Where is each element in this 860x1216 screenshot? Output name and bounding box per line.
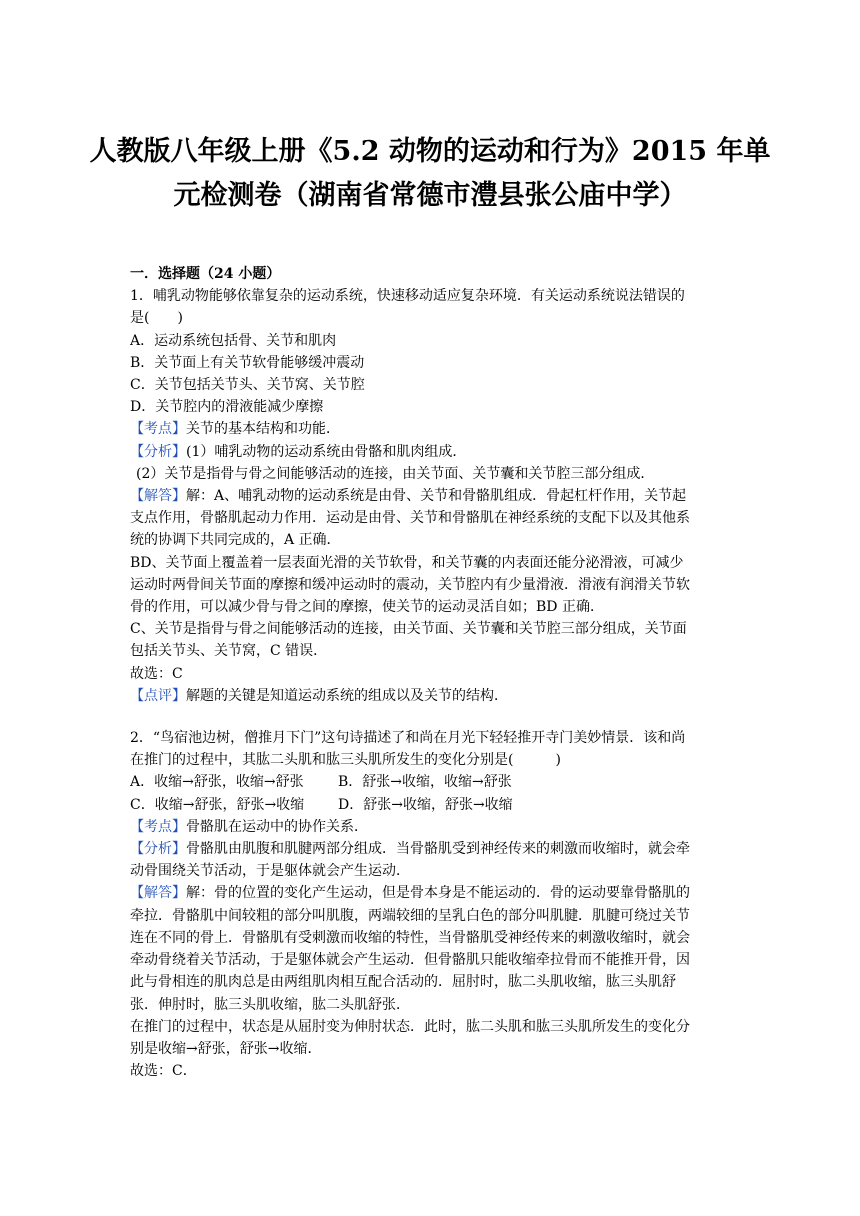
option-c: C．关节包括关节头、关节窝、关节腔 [130, 377, 365, 394]
fenxi-row [130, 838, 736, 860]
dianping-row [130, 685, 736, 707]
option-b: B．舒张→收缩，收缩→舒张 [338, 774, 512, 791]
option-a: A．运动系统包括骨、关节和肌肉 [130, 332, 337, 349]
jieda-line: 支点作用，骨骼肌起动力作用．运动是由骨、关节和骨骼肌在神经系统的支配下以及其他系 [130, 510, 690, 527]
option-a: A．收缩→舒张，收缩→舒张 [130, 774, 304, 791]
question-1 [130, 285, 736, 707]
jieda-line: 包括关节头、关节窝，C 错误． [130, 643, 328, 660]
section-heading: 一．选择题（24 小题） [130, 266, 281, 282]
jieda-line: 牵拉．骨骼肌中间较粗的部分叫肌腹，两端较细的呈乳白色的部分叫肌腱．肌腱可绕过关节 [130, 907, 690, 924]
kaodian-row [130, 418, 736, 440]
jieda-text: 解：骨的位置的变化产生运动，但是骨本身是不能运动的．骨的运动要靠骨骼肌的 [186, 885, 690, 902]
fenxi-tag: 【分析】 [130, 443, 186, 460]
question-gap [130, 707, 736, 727]
option-row [130, 771, 736, 793]
answer-line: 故选：C [130, 665, 183, 682]
title-line-1: 人教版八年级上册《5.2 动物的运动和行为》2015 年单 [89, 136, 771, 167]
jieda-line: 牵动骨绕着关节活动，于是躯体就会产生运动．但骨骼肌只能收缩牵拉骨而不能推开骨，因 [130, 952, 690, 969]
jieda-row [130, 882, 736, 904]
jieda-line: 骨的作用，可以减少骨与骨之间的摩擦，使关节的运动灵活自如；BD 正确． [130, 599, 604, 616]
dianping-text: 解题的关键是知道运动系统的组成以及关节的结构． [186, 687, 508, 704]
jieda-line: 此与骨相连的肌肉总是由两组肌肉相互配合活动的．屈肘时，肱二头肌收缩，肱三头肌舒 [130, 974, 676, 991]
jieda-line: 别是收缩→舒张，舒张→收缩． [130, 1040, 322, 1057]
jieda-line: 张．伸肘时，肱三头肌收缩，肱二头肌舒张． [130, 996, 410, 1013]
answer-line: 故选：C． [130, 1063, 197, 1080]
option-d: D．舒张→收缩，舒张→收缩 [338, 796, 513, 813]
question-stem-line: 是( ) [130, 310, 183, 327]
kaodian-text: 关节的基本结构和功能． [186, 421, 340, 438]
jieda-line: BD、关节面上覆盖着一层表面光滑的关节软骨，和关节囊的内表面还能分泌滑液，可减少 [130, 554, 684, 571]
jieda-line: 在推门的过程中，状态是从屈肘变为伸肘状态．此时，肱二头肌和肱三头肌所发生的变化分 [130, 1018, 690, 1035]
kaodian-tag: 【考点】 [130, 818, 186, 835]
jieda-line: C、关节是指骨与骨之间能够活动的连接，由关节面、关节囊和关节腔三部分组成，关节面 [130, 621, 687, 638]
document-body [130, 263, 736, 1082]
document-title [60, 130, 800, 218]
question-stem-line: 2．“鸟宿池边树，僧推月下门”这句诗描述了和尚在月光下轻轻推开寺门美妙情景．该和尚 [130, 730, 686, 747]
jieda-line: 连在不同的骨上．骨骼肌有受刺激而收缩的特性，当骨骼肌受神经传来的刺激收缩时，就会 [130, 929, 690, 946]
fenxi-row [130, 441, 736, 463]
kaodian-row [130, 816, 736, 838]
fenxi-text: (1）哺乳动物的运动系统由骨骼和肌肉组成． [186, 443, 467, 460]
jieda-text: 解：A、哺乳动物的运动系统是由骨、关节和骨骼肌组成．骨起杠杆作用，关节起 [186, 488, 687, 505]
title-line-2: 元检测卷（湖南省常德市澧县张公庙中学） [173, 180, 687, 211]
jieda-row [130, 485, 736, 507]
option-d: D．关节腔内的滑液能减少摩擦 [130, 399, 324, 416]
jieda-tag: 【解答】 [130, 885, 186, 902]
option-c: C．收缩→舒张，舒张→收缩 [130, 796, 305, 813]
jieda-line: 统的协调下共同完成的，A 正确． [130, 532, 341, 549]
question-stem-line: 在推门的过程中，其肱二头肌和肱三头肌所发生的变化分别是( ) [130, 752, 561, 769]
jieda-tag: 【解答】 [130, 488, 186, 505]
question-stem-line: 1．哺乳动物能够依靠复杂的运动系统，快速移动适应复杂环境．有关运动系统说法错误的 [130, 288, 685, 305]
kaodian-text: 骨骼肌在运动中的协作关系． [186, 818, 368, 835]
fenxi-text: (2）关节是指骨与骨之间能够活动的连接，由关节面、关节囊和关节腔三部分组成． [136, 465, 655, 482]
option-b: B．关节面上有关节软骨能够缓冲震动 [130, 354, 365, 371]
fenxi-text: 骨骼肌由肌腹和肌腱两部分组成．当骨骼肌受到神经传来的刺激而收缩时，就会牵 [186, 841, 690, 858]
dianping-tag: 【点评】 [130, 687, 186, 704]
question-2 [130, 727, 736, 1082]
kaodian-tag: 【考点】 [130, 421, 186, 438]
jieda-line: 运动时两骨间关节面的摩擦和缓冲运动时的震动，关节腔内有少量滑液．滑液有润滑关节软 [130, 576, 690, 593]
option-row [130, 794, 736, 816]
fenxi-line: 动骨围绕关节活动，于是躯体就会产生运动． [130, 863, 410, 880]
fenxi-tag: 【分析】 [130, 841, 186, 858]
